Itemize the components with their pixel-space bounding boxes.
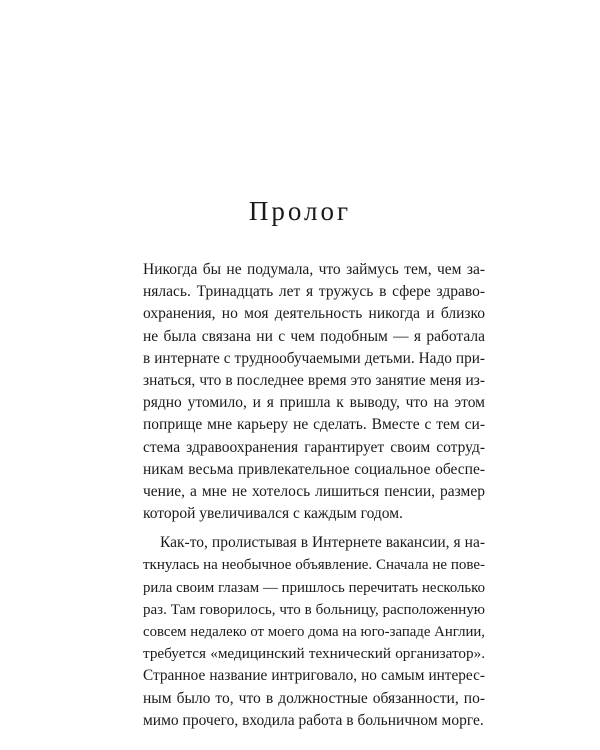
text-line: мимо прочего, входила работа в больничном морге. — [143, 711, 484, 729]
text-line: раз. Там говорилось, что в больницу, расположенную — [143, 601, 485, 618]
text-line: стема здравоохранения гарантирует своим сотруд- — [143, 438, 485, 456]
text-line: Странное название интриговало, но самым интерес- — [143, 667, 485, 685]
paragraph-2 — [143, 532, 485, 732]
text-line: в интернате с труднообучаемыми детьми. Надо при- — [143, 349, 485, 367]
paragraph-spacer — [143, 525, 485, 532]
chapter-title: Пролог — [248, 196, 352, 226]
text-line: знаться, что в последнее время это занятие меня из- — [143, 371, 485, 389]
text-line: рила своим глазам — пришлось перечитать несколько — [143, 579, 485, 596]
text-line: чение, а мне не хотелось лишиться пенсии, размер — [143, 482, 485, 500]
text-line: которой увеличивался с каждым годом. — [143, 505, 403, 523]
text-line: требуется «медицинский технический организатор». — [143, 645, 485, 663]
text-line: совсем недалеко от моего дома на юго-западе Англии, — [143, 624, 485, 640]
text-line: не была связана ни с чем подобным — я работала — [143, 327, 485, 345]
text-line: поприще мне карьеру не сделать. Вместе с тем си- — [143, 416, 485, 434]
text-line: ным было то, что в должностные обязанности, по- — [143, 689, 485, 707]
text-line: Как-то, пролистывая в Интернете вакансии, я на- — [160, 534, 485, 552]
paragraph-1 — [143, 259, 485, 525]
text-line: никам весьма привлекательное социальное обеспе- — [143, 460, 485, 478]
text-line: Никогда бы не подумала, что займусь тем, чем за- — [143, 261, 485, 278]
text-line: охранения, но моя деятельность никогда и близко — [143, 305, 485, 323]
text-line: нялась. Тринадцать лет я тружусь в сфере здраво- — [143, 283, 485, 301]
chapter-body — [143, 259, 485, 732]
text-line: ткнулась на необычное объявление. Сначала не пове- — [143, 557, 485, 574]
text-line: рядно утомило, и я пришла к выводу, что на этом — [143, 394, 485, 412]
